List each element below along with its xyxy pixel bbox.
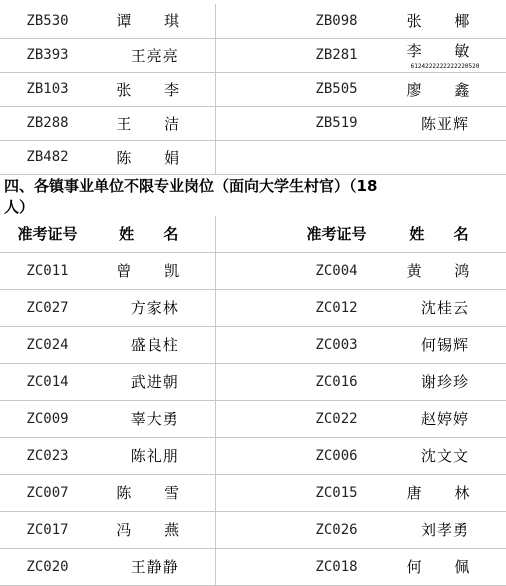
- candidate-id-right: ZC018: [289, 548, 384, 585]
- spacer-cell: [215, 437, 289, 474]
- candidate-name-right-text: 沈桂云: [420, 299, 469, 317]
- candidate-id-left: ZB530: [0, 4, 95, 38]
- candidate-name-left: 冯 燕: [95, 511, 215, 548]
- candidate-name-left: 王 洁: [95, 106, 215, 140]
- bottom-table-row: [0, 511, 506, 548]
- candidate-table-bottom-body: [0, 216, 506, 585]
- candidate-name-right: [384, 511, 506, 548]
- candidate-name-right: [384, 252, 506, 289]
- spacer-cell: [215, 289, 289, 326]
- candidate-name-right: [384, 474, 506, 511]
- candidate-name-right-text: 刘孝勇: [420, 521, 469, 539]
- top-table-row: [0, 38, 506, 72]
- candidate-name-right: [384, 326, 506, 363]
- spacer-cell: [215, 400, 289, 437]
- candidate-id-right: ZC012: [289, 289, 384, 326]
- candidate-id-right: ZC006: [289, 437, 384, 474]
- candidate-id-left: ZB393: [0, 38, 95, 72]
- candidate-id-left: ZC023: [0, 437, 95, 474]
- candidate-name-right: [384, 140, 506, 174]
- bottom-table-row: [0, 474, 506, 511]
- spacer-cell: [215, 140, 289, 174]
- header-left-name: 姓 名: [95, 216, 215, 252]
- spacer-cell: [215, 106, 289, 140]
- candidate-name-right-text: 黄 鸿: [406, 262, 484, 280]
- candidate-id-left: ZC020: [0, 548, 95, 585]
- bottom-table-row: [0, 400, 506, 437]
- bottom-table-row: [0, 437, 506, 474]
- candidate-id-right: ZC015: [289, 474, 384, 511]
- candidate-name-right: [384, 38, 506, 72]
- header-left-id: 准考证号: [0, 216, 95, 252]
- candidate-name-right: [384, 289, 506, 326]
- section-title-line2: 人）: [4, 198, 35, 216]
- candidate-name-right: [384, 400, 506, 437]
- spacer-cell: [215, 474, 289, 511]
- candidate-id-left: ZC009: [0, 400, 95, 437]
- spacer-cell: [215, 252, 289, 289]
- candidate-table-top-body: [0, 4, 506, 174]
- candidate-id-right: ZC004: [289, 252, 384, 289]
- candidate-name-right-text: 赵婷婷: [420, 410, 469, 428]
- candidate-name-right-text: 唐 林: [406, 484, 484, 502]
- candidate-id-right: ZB505: [289, 72, 384, 106]
- candidate-name-left: 陈 雪: [95, 474, 215, 511]
- candidate-id-right: ZB281: [289, 38, 384, 72]
- candidate-id-right: ZC016: [289, 363, 384, 400]
- candidate-name-right-text: 沈文文: [420, 447, 469, 465]
- candidate-name-right: [384, 72, 506, 106]
- bottom-table-row: [0, 548, 506, 585]
- candidate-id-right: ZC022: [289, 400, 384, 437]
- spacer-cell: [215, 363, 289, 400]
- spacer-cell: [215, 511, 289, 548]
- candidate-id-left: ZC014: [0, 363, 95, 400]
- top-table-row: [0, 140, 506, 174]
- candidate-name-right-text: 谢珍珍: [420, 373, 469, 391]
- candidate-name-left: 张 李: [95, 72, 215, 106]
- candidate-name-left: 辜大勇: [95, 400, 215, 437]
- bottom-table-row: [0, 289, 506, 326]
- section-title-line1: 四、各镇事业单位不限专业岗位（面向大学生村官）（18: [4, 177, 378, 195]
- candidate-name-right-text: 张 椰: [406, 12, 484, 31]
- candidate-name-left: 武进朝: [95, 363, 215, 400]
- candidate-name-right-text: 廖 鑫: [406, 80, 484, 99]
- candidate-name-right-text: 李 敏: [406, 42, 484, 60]
- candidate-id-right: ZB098: [289, 4, 384, 38]
- top-table-row: [0, 106, 506, 140]
- candidate-name-left: 盛良柱: [95, 326, 215, 363]
- candidate-name-left: 王亮亮: [95, 38, 215, 72]
- header-right-id: 准考证号: [289, 216, 384, 252]
- spacer-cell: [215, 72, 289, 106]
- candidate-id-left: ZB103: [0, 72, 95, 106]
- candidate-name-right-text: 何锡辉: [420, 336, 469, 354]
- candidate-id-left: ZC024: [0, 326, 95, 363]
- top-table-row: [0, 72, 506, 106]
- candidate-name-left: 曾 凯: [95, 252, 215, 289]
- candidate-name-right: [384, 4, 506, 38]
- candidate-name-right: [384, 106, 506, 140]
- candidate-id-right: ZC026: [289, 511, 384, 548]
- candidate-id-left: ZC017: [0, 511, 95, 548]
- spacer-cell: [215, 4, 289, 38]
- bottom-table-row: [0, 252, 506, 289]
- candidate-name-left: 王静静: [95, 548, 215, 585]
- top-table-row: [0, 4, 506, 38]
- spacer-cell: [215, 38, 289, 72]
- candidate-name-right-text: 陈亚辉: [420, 114, 469, 133]
- candidate-name-left: 陈 娟: [95, 140, 215, 174]
- candidate-table-top: [0, 4, 506, 175]
- candidate-id-left: ZB482: [0, 140, 95, 174]
- table-header-row: [0, 216, 506, 252]
- bottom-table-row: [0, 326, 506, 363]
- bottom-table-row: [0, 363, 506, 400]
- candidate-id-left: ZB288: [0, 106, 95, 140]
- candidate-id-left: ZC011: [0, 252, 95, 289]
- candidate-name-right: [384, 437, 506, 474]
- candidate-name-left: 谭 琪: [95, 4, 215, 38]
- candidate-id-right: ZC003: [289, 326, 384, 363]
- candidate-name-left: 陈礼朋: [95, 437, 215, 474]
- section-title: [0, 176, 506, 218]
- candidate-id-right: ZB519: [289, 106, 384, 140]
- candidate-table-bottom: [0, 216, 506, 586]
- spacer-cell: [215, 326, 289, 363]
- spacer-cell: [215, 548, 289, 585]
- candidate-name-right: [384, 548, 506, 585]
- candidate-id-right: [289, 140, 384, 174]
- candidate-name-right: [384, 363, 506, 400]
- header-spacer: [215, 216, 289, 252]
- header-right-name: 姓 名: [384, 216, 506, 252]
- candidate-id-left: ZC007: [0, 474, 95, 511]
- candidate-name-right-text: 何 佩: [406, 558, 484, 576]
- candidate-name-left: 方家林: [95, 289, 215, 326]
- candidate-id-left: ZC027: [0, 289, 95, 326]
- id-number-note: 6124222222222220520: [410, 63, 480, 70]
